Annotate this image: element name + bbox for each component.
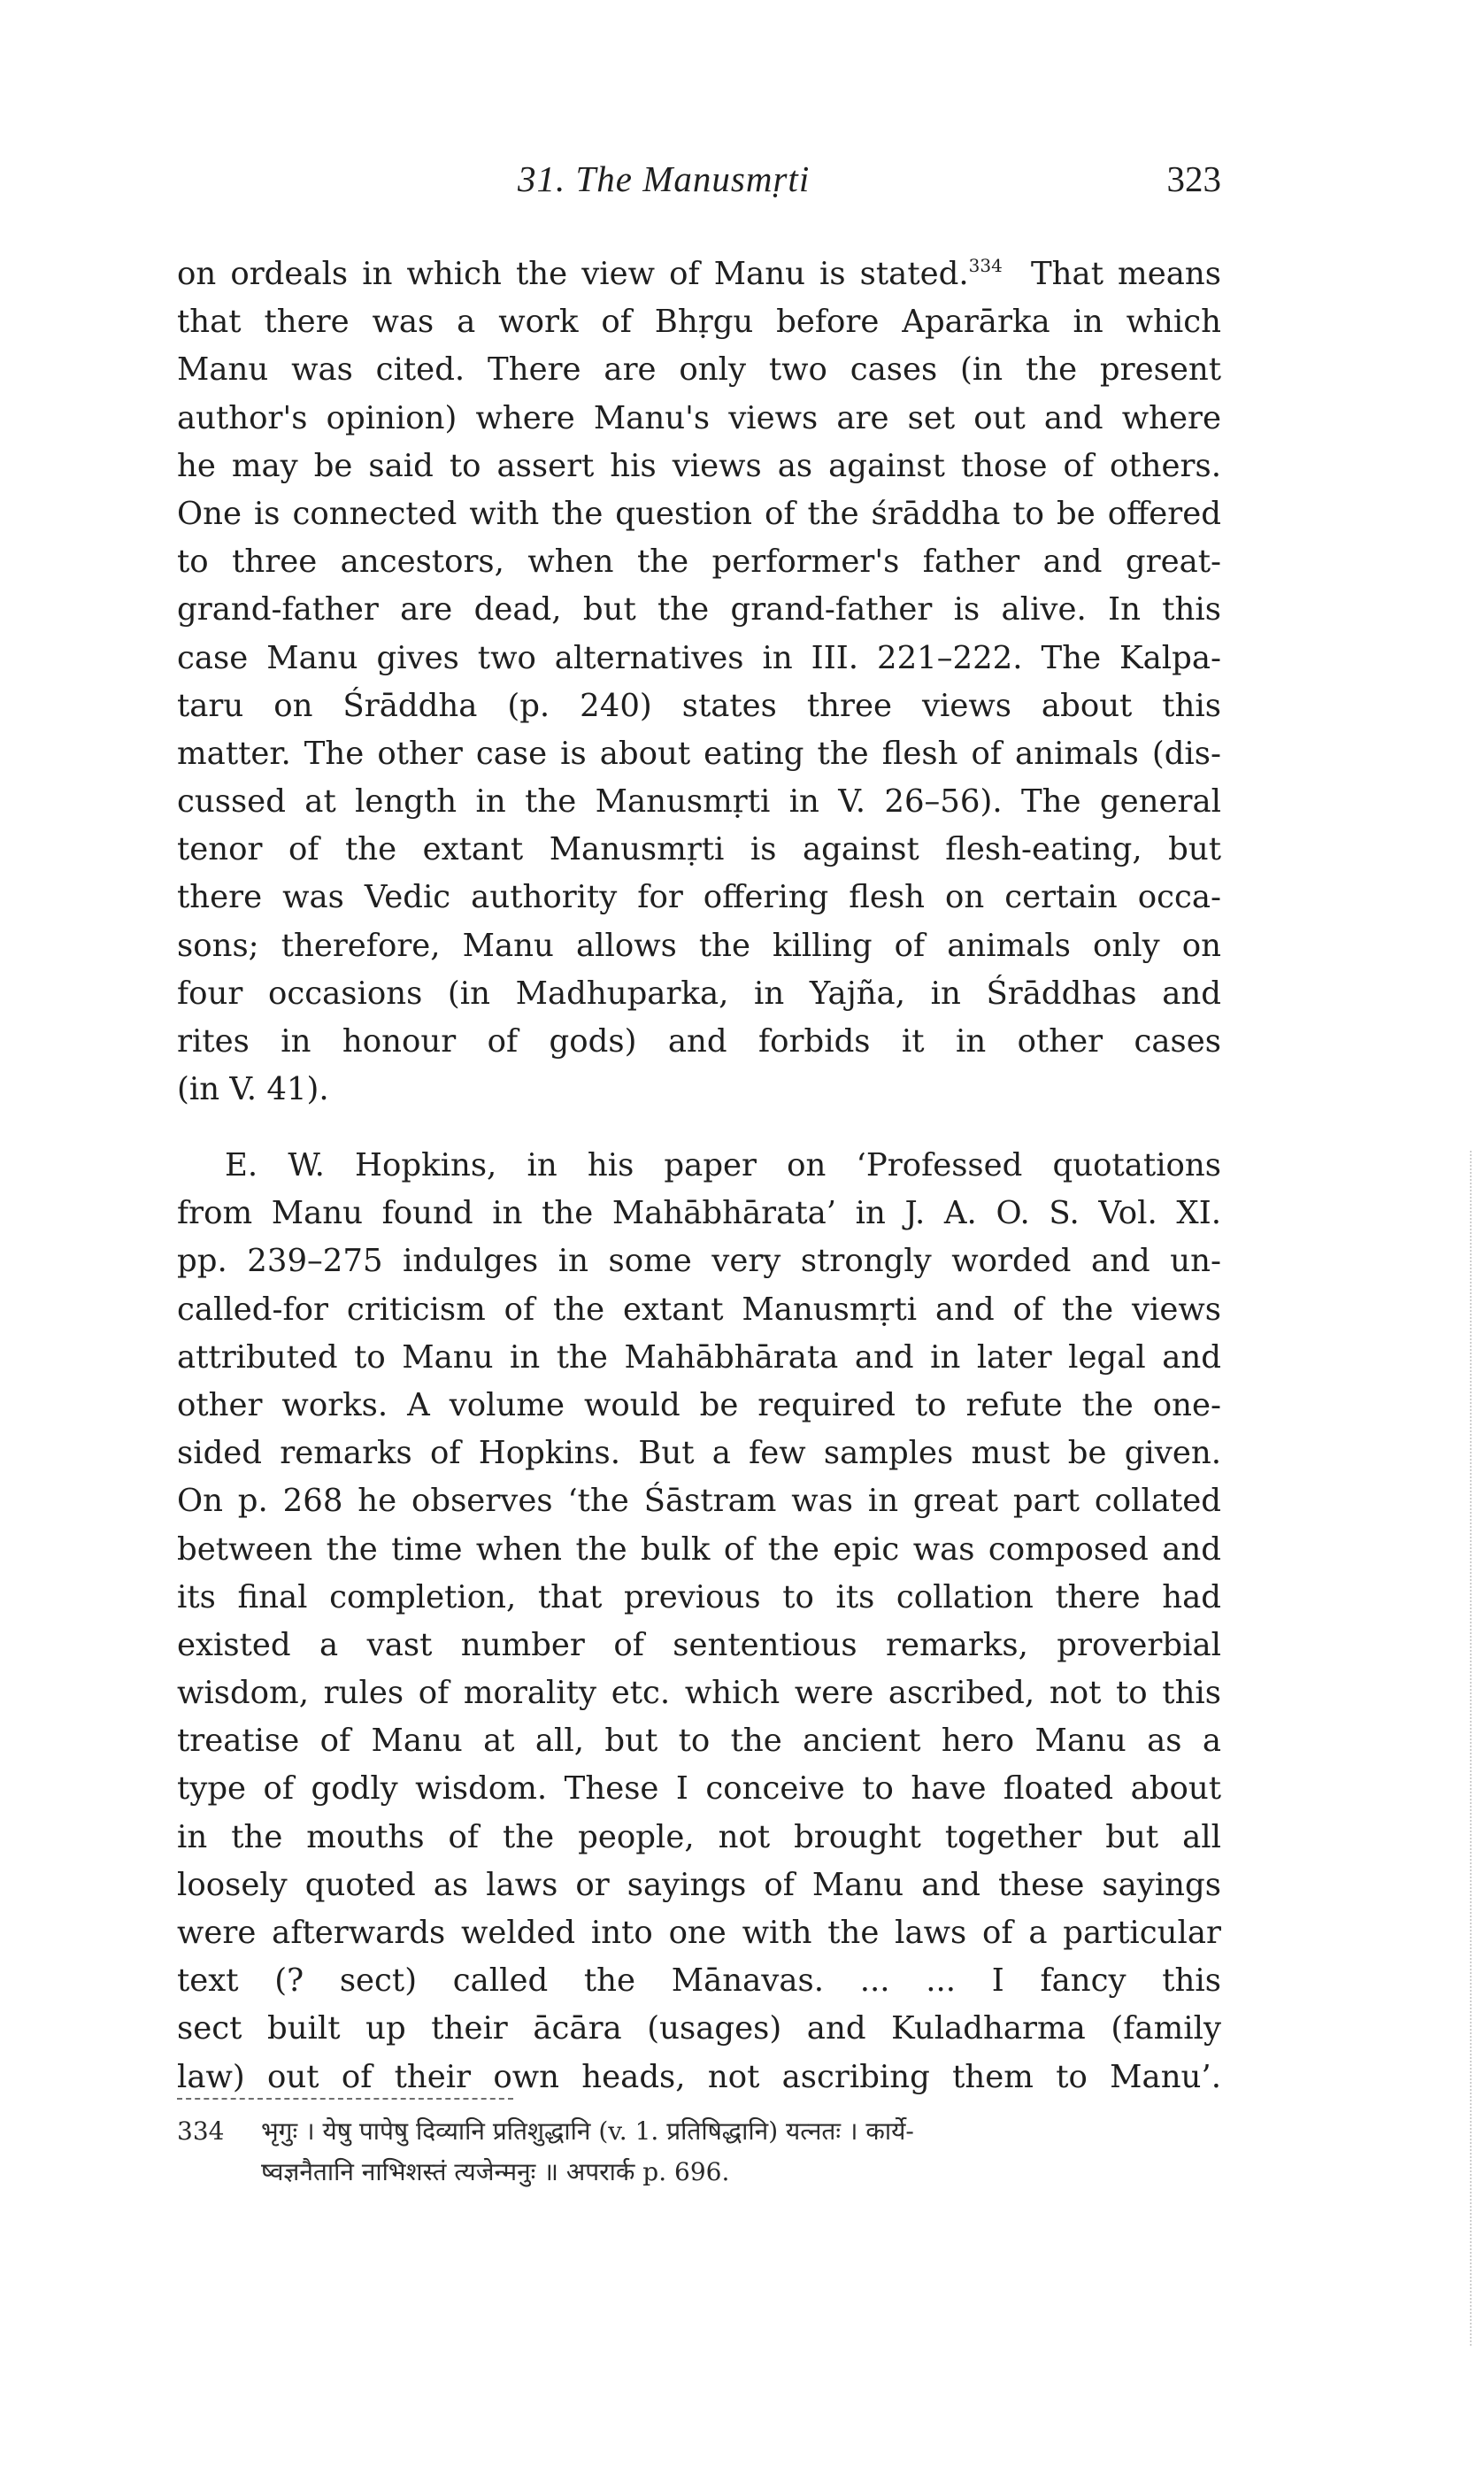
footnote-divider	[177, 2098, 513, 2100]
text-line: author's opinion) where Manu's views are set out and where	[177, 399, 1221, 436]
text-line: attributed to Manu in the Mahābhārata and in later legal and	[177, 1338, 1221, 1376]
text-line: wisdom, rules of morality etc. which were ascribed, not to this	[177, 1675, 1221, 1712]
running-header	[177, 158, 1221, 211]
text-line: there was Vedic authority for offering flesh on certain occa-	[177, 879, 1221, 916]
page-number: 323	[1166, 158, 1221, 199]
text-line: on ordeals in which the view of Manu is stated.$^{334}$ That means	[177, 255, 1221, 292]
text-line: sons; therefore, Manu allows the killing of animals only on	[177, 927, 1221, 964]
footnote-reference[interactable]: 334	[968, 255, 1003, 276]
text-line: existed a vast number of sententious remarks, proverbial	[177, 1626, 1221, 1663]
text-line: taru on Śrāddha (p. 240) states three views about this	[177, 687, 1221, 724]
footnote-line: ष्वज्ञनैतानि नाभिशस्तं त्यजेन्मनुः ॥ अपरार्क p. 696.	[261, 2157, 730, 2186]
text-line: sect built up their ācāra (usages) and Kuladharma (family	[177, 2010, 1221, 2047]
text-line: matter. The other case is about eating the flesh of animals (dis-	[177, 735, 1221, 772]
text-line: in the mouths of the people, not brought together but all	[177, 1818, 1221, 1855]
text-line: law) out of their own heads, not ascribing them to Manu’.	[177, 2058, 1221, 2095]
paragraph-1	[177, 251, 1221, 1114]
text-line: its final completion, that previous to its collation there had	[177, 1578, 1221, 1615]
text-line: from Manu found in the Mahābhārata’ in J. A. O. S. Vol. XI.	[177, 1195, 1221, 1232]
text-line: cussed at length in the Manusmṛti in V. 26–56). The general	[177, 783, 1221, 821]
paragraph-2	[177, 1142, 1221, 2101]
text-line: four occasions (in Madhuparka, in Yajña, in Śrāddhas and	[177, 975, 1221, 1012]
footnote-text: भृगुः । येषु पापेषु दिव्यानि प्रतिशुद्धानि (v. 1. प्रतिषिद्धानि) यत्नतः । कार्ये-	[261, 2116, 914, 2146]
footnote	[177, 2111, 1221, 2193]
text-line: he may be said to assert his views as against those of others.	[177, 447, 1221, 484]
text-line: case Manu gives two alternatives in III. 221–222. The Kalpa-	[177, 639, 1221, 676]
text-line: other works. A volume would be required to refute the one-	[177, 1386, 1221, 1423]
text-line: rites in honour of gods) and forbids it in other cases	[177, 1023, 1221, 1060]
text-line: type of godly wisdom. These I conceive to have floated about	[177, 1770, 1221, 1808]
text-line: treatise of Manu at all, but to the ancient hero Manu as a	[177, 1723, 1221, 1760]
text-line: grand-father are dead, but the grand-father is alive. In this	[177, 591, 1221, 628]
text-line: One is connected with the question of the śrāddha to be offered	[177, 495, 1221, 532]
footnote-line	[177, 2111, 1221, 2152]
text-line: sided remarks of Hopkins. But a few samples must be given.	[177, 1435, 1221, 1472]
text-line: to three ancestors, when the performer's father and great-	[177, 544, 1221, 581]
scan-edge-artifact	[1470, 1151, 1473, 2346]
text-line: between the time when the bulk of the epic was composed and	[177, 1530, 1221, 1568]
text-line: text (? sect) called the Mānavas. ... ... I fancy this	[177, 1962, 1221, 2000]
footnote-number: 334	[177, 2116, 225, 2146]
text-line: called-for criticism of the extant Manusmṛti and of the views	[177, 1291, 1221, 1328]
text-line: were afterwards welded into one with the laws of a particular	[177, 1915, 1221, 1951]
chapter-title: 31. The Manusmṛti	[518, 158, 811, 199]
text-line: that there was a work of Bhṛgu before Aparārka in which	[177, 304, 1221, 341]
text-line: Manu was cited. There are only two cases (in the present	[177, 351, 1221, 389]
text-line: tenor of the extant Manusmṛti is against flesh-eating, but	[177, 831, 1221, 868]
text-line: loosely quoted as laws or sayings of Manu and these sayings	[177, 1866, 1221, 1903]
text-line: E. W. Hopkins, in his paper on ‘Professed quotations	[225, 1147, 1221, 1183]
text-line: pp. 239–275 indulges in some very strongly worded and un-	[177, 1243, 1221, 1280]
text-line: (in V. 41).	[177, 1071, 329, 1108]
text-line: On p. 268 he observes ‘the Śāstram was in great part collated	[177, 1483, 1221, 1520]
